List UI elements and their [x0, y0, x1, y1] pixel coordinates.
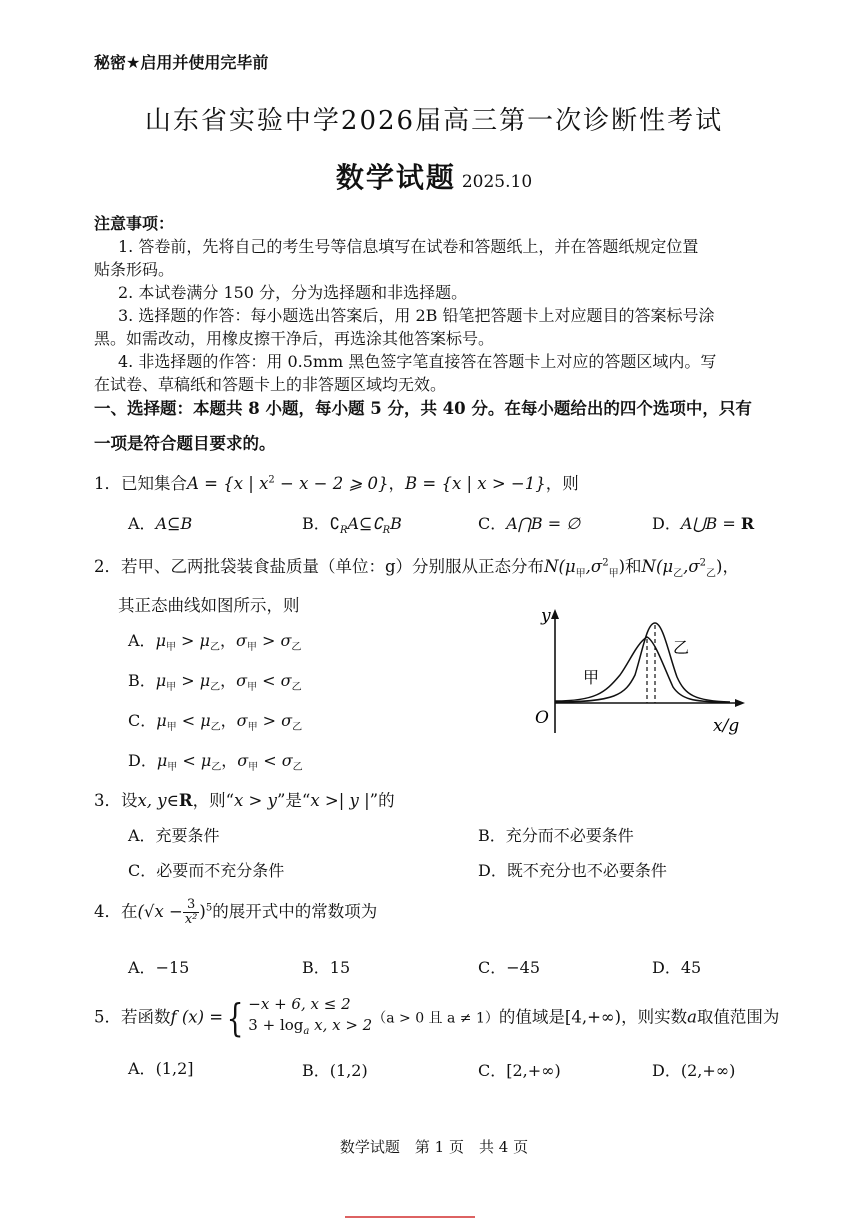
- question-1-set-b: B = {x | x > −1}: [405, 474, 546, 493]
- label-jia: 甲: [583, 668, 600, 687]
- question-1-set-a: A = {x | x: [187, 474, 269, 493]
- label-yi: 乙: [673, 638, 690, 657]
- fraction-denominator: x²: [184, 912, 198, 927]
- question-5-option-d: [652, 1058, 735, 1081]
- case-2b: x, x > 2: [309, 1016, 373, 1034]
- option-label: C．: [478, 958, 507, 977]
- question-2-option-a: [128, 628, 301, 653]
- question-5-pre: 若函数: [121, 1007, 171, 1027]
- sub: 甲: [166, 682, 177, 694]
- option-text-bold: R: [740, 514, 755, 533]
- question-2-number: 2．: [94, 557, 121, 576]
- sub: 乙: [291, 642, 302, 654]
- question-4-option-d: [652, 955, 701, 978]
- question-5-condition: （a > 0 且 a ≠ 1）: [372, 1010, 499, 1027]
- question-3-option-d: D．既不充分也不必要条件: [478, 861, 667, 880]
- sub: 乙: [211, 762, 222, 774]
- sigma: σ: [237, 751, 249, 770]
- question-2-option-c: [128, 708, 302, 733]
- question-3-mid2: ”是“: [276, 791, 311, 810]
- question-4-close: ): [199, 902, 206, 921]
- sub: 乙: [210, 682, 221, 694]
- notice-item-2: 2. 本试卷满分 150 分，分为选择题和非选择题。: [118, 283, 468, 302]
- sep: ，: [219, 631, 236, 650]
- option-text: A⋃B =: [680, 514, 741, 533]
- question-1-comma: ，: [388, 474, 406, 493]
- sep: ，: [220, 671, 237, 690]
- notice-item-1-line-1: 1. 答卷前，先将自己的考生号等信息填写在试卷和答题纸上，并在答题纸规定位置: [118, 237, 699, 256]
- mu: μ: [155, 671, 167, 690]
- option-sub: R: [339, 525, 348, 537]
- dist-1: N(μ: [544, 557, 576, 576]
- dist-1-sup: 2: [602, 557, 609, 569]
- notice-item-3-line-1: 3. 选择题的作答：每小题选出答案后，用 2B 铅笔把答题卡上对应题目的答案标号涂: [118, 306, 715, 325]
- question-3-number: 3．: [94, 791, 121, 810]
- question-4-pre: 在: [121, 902, 138, 921]
- sep: ，: [220, 711, 237, 730]
- question-2-pre: 若甲、乙两批袋装食盐质量（单位：g）分别服从正态分布: [121, 557, 545, 576]
- question-2-stem-line-2: 其正态曲线如图所示，则: [118, 596, 300, 615]
- question-1-set-a-rest: − x − 2 ⩾ 0}: [274, 474, 389, 493]
- question-3-vars: x, y∈: [137, 791, 179, 810]
- dist-2: N(μ: [641, 557, 674, 576]
- question-4-option-b: [302, 955, 350, 978]
- piecewise-brace-icon: {: [226, 996, 244, 1040]
- case-1: −x + 6, x ≤ 2: [248, 995, 351, 1013]
- option-text: B: [390, 514, 402, 533]
- op: <: [257, 671, 281, 690]
- mu: μ: [156, 711, 167, 730]
- question-1-option-b: [302, 511, 402, 536]
- option-label: B．: [302, 1061, 330, 1080]
- confidential-label: 秘密★启用并使用完毕前: [94, 53, 269, 72]
- curve-jia: [555, 637, 725, 702]
- question-4-post: 的展开式中的常数项为: [212, 902, 378, 921]
- x-axis-label: x/g: [713, 716, 740, 736]
- y-axis-arrow: [551, 609, 559, 619]
- option-label: D．: [652, 514, 681, 533]
- question-3-option-a: A．充要条件: [128, 826, 220, 845]
- option-sub: R: [382, 525, 391, 537]
- sub: 乙: [210, 722, 221, 734]
- option-label: D．: [128, 751, 157, 770]
- dist-1-end: ): [618, 557, 625, 576]
- question-5-option-b: [302, 1058, 368, 1081]
- question-1-number: 1．: [94, 474, 121, 493]
- option-label: C．: [478, 1061, 507, 1080]
- question-5-post2: 取值范围为: [696, 1007, 780, 1027]
- option-label: A．: [128, 514, 156, 533]
- sigma: σ: [236, 711, 248, 730]
- op: >: [257, 711, 282, 730]
- question-5-function: f (x) =: [170, 1007, 224, 1027]
- dist-1-sub: 甲: [575, 568, 586, 580]
- option-label: B．: [302, 514, 330, 533]
- question-3-post: ”的: [369, 791, 395, 810]
- mu: μ: [200, 751, 212, 770]
- mu: μ: [156, 751, 168, 770]
- sub: 甲: [166, 722, 177, 734]
- origin-label: O: [535, 708, 549, 728]
- option-label: D．: [652, 1061, 681, 1080]
- option-value: 45: [680, 958, 702, 977]
- option-text: A⊆∁: [347, 514, 383, 533]
- sub: 甲: [165, 642, 176, 654]
- question-5-var: a: [687, 1007, 697, 1027]
- option-value: [2,+∞): [506, 1061, 561, 1080]
- sub: 甲: [167, 762, 178, 774]
- subject-title: [0, 156, 868, 196]
- option-text: A⋂B = ∅: [506, 514, 581, 533]
- question-1-option-a: [128, 511, 192, 534]
- option-text: ∁: [329, 514, 340, 533]
- op: <: [177, 751, 201, 770]
- option-value: −45: [506, 958, 541, 977]
- option-label: B．: [302, 958, 330, 977]
- sigma: σ: [280, 631, 292, 650]
- question-2-option-d: [128, 748, 303, 773]
- question-1-stem: [94, 470, 579, 494]
- sub: 乙: [292, 722, 303, 734]
- curve-yi: [555, 623, 730, 702]
- notice-heading: 注意事项：: [94, 214, 175, 233]
- normal-curve-figure: [525, 605, 755, 765]
- question-4-stem: [94, 898, 377, 927]
- question-5-option-a: [128, 1056, 194, 1079]
- sigma: σ: [236, 671, 248, 690]
- notice-item-1-line-2: 贴条形码。: [94, 260, 175, 279]
- dist-2-mid: ,σ: [683, 557, 700, 576]
- sub: 乙: [291, 682, 302, 694]
- question-4-open: (√x −: [137, 902, 183, 921]
- question-4-power: 5: [205, 902, 213, 914]
- question-4-option-a: [128, 955, 189, 978]
- option-value: (1,2): [329, 1061, 368, 1080]
- option-label: C．: [478, 514, 507, 533]
- op: <: [258, 751, 282, 770]
- question-5-number: 5．: [94, 1007, 121, 1027]
- section-1-line-2: 一项是符合题目要求的。: [94, 434, 276, 453]
- dist-2-sub: 乙: [673, 568, 684, 580]
- question-3-mid: ，则“: [192, 791, 234, 810]
- dist-1-mid: ,σ: [585, 557, 603, 576]
- question-1-option-d: [652, 511, 754, 534]
- mu: μ: [199, 631, 210, 650]
- question-4-number: 4．: [94, 902, 121, 921]
- question-5-range: [4,+∞): [564, 1007, 622, 1027]
- sub: 甲: [247, 682, 258, 694]
- option-value: (1,2]: [155, 1059, 194, 1078]
- option-text: A⊆B: [155, 514, 193, 533]
- notice-item-4-line-1: 4. 非选择题的作答：用 0.5mm 黑色签字笔直接答在答题卡上对应的答题区域内。写: [118, 352, 717, 371]
- sub: 甲: [248, 762, 259, 774]
- x-axis-arrow: [735, 699, 745, 707]
- sub: 甲: [246, 642, 257, 654]
- sub: 甲: [247, 722, 258, 734]
- question-3-cond-2: x >| y |: [310, 791, 370, 810]
- question-3-option-b: B．充分而不必要条件: [478, 826, 634, 845]
- notice-item-3-line-2: 黑。如需改动，用橡皮擦干净后，再选涂其他答案标号。: [94, 329, 495, 348]
- case-2a: 3 + log: [248, 1016, 304, 1034]
- question-3-stem: [94, 787, 395, 811]
- question-1-pre: 已知集合: [121, 474, 187, 493]
- sub: 乙: [292, 762, 303, 774]
- question-1-post: ，则: [545, 474, 579, 493]
- question-5-option-c: [478, 1058, 561, 1081]
- sigma: σ: [281, 751, 293, 770]
- op: >: [176, 671, 200, 690]
- sep: ，: [221, 751, 238, 770]
- question-2-comma: ，: [722, 557, 739, 576]
- option-label: D．: [652, 958, 681, 977]
- question-3-cond-1: x > y: [234, 791, 277, 810]
- section-1-line-1: 一、选择题：本题共 8 小题，每小题 5 分，共 40 分。在每小题给出的四个选项中，只有: [94, 399, 752, 418]
- question-3-pre: 设: [121, 791, 138, 810]
- fraction-numerator: 3: [183, 898, 200, 913]
- exam-date: 2025.10: [461, 172, 533, 192]
- op: <: [176, 711, 201, 730]
- question-5-stem: [94, 994, 779, 1042]
- mu: μ: [200, 711, 211, 730]
- mu: μ: [199, 671, 211, 690]
- question-2-stem-line-1: [94, 553, 739, 579]
- question-3-reals: R: [178, 791, 193, 810]
- question-1-set-a-sup: 2: [268, 474, 275, 486]
- sigma: σ: [235, 631, 247, 650]
- subject-name: 数学试题: [335, 161, 456, 194]
- sigma: σ: [281, 711, 293, 730]
- option-label: C．: [128, 711, 157, 730]
- question-4-option-c: [478, 955, 540, 978]
- option-label: A．: [128, 1059, 156, 1078]
- dist-1-sub2: 甲: [608, 568, 619, 580]
- case-2-sub: a: [303, 1026, 310, 1037]
- dist-2-end: ): [716, 557, 723, 576]
- question-5-post: ，则实数: [621, 1007, 688, 1027]
- option-label: B．: [128, 671, 156, 690]
- option-label: A．: [128, 958, 156, 977]
- page-footer: 数学试题 第 1 页 共 4 页: [339, 1138, 529, 1156]
- mu: μ: [155, 631, 166, 650]
- sigma: σ: [280, 671, 292, 690]
- y-axis-label: y: [541, 606, 551, 626]
- sub: 乙: [209, 642, 220, 654]
- question-2-option-b: [128, 668, 302, 693]
- scan-artifact-line: [345, 1216, 475, 1218]
- piecewise-cases: [248, 994, 372, 1042]
- option-value: 15: [329, 958, 351, 977]
- option-label: A．: [128, 631, 156, 650]
- op: >: [256, 631, 281, 650]
- exam-title: 山东省实验中学2026届高三第一次诊断性考试: [144, 106, 724, 136]
- question-5-mid: 的值域是: [498, 1007, 565, 1027]
- dist-2-sub2: 乙: [706, 568, 716, 580]
- notice-item-4-line-2: 在试卷、草稿纸和答题卡上的非答题区域均无效。: [94, 375, 447, 394]
- option-value: −15: [155, 958, 190, 977]
- question-1-option-c: [478, 511, 580, 534]
- question-3-option-c: C．必要而不充分条件: [128, 861, 285, 880]
- question-2-and: 和: [625, 557, 642, 576]
- question-4-fraction: [183, 898, 200, 927]
- option-value: (2,+∞): [680, 1061, 736, 1080]
- dist-2-sup: 2: [699, 557, 706, 569]
- op: >: [175, 631, 200, 650]
